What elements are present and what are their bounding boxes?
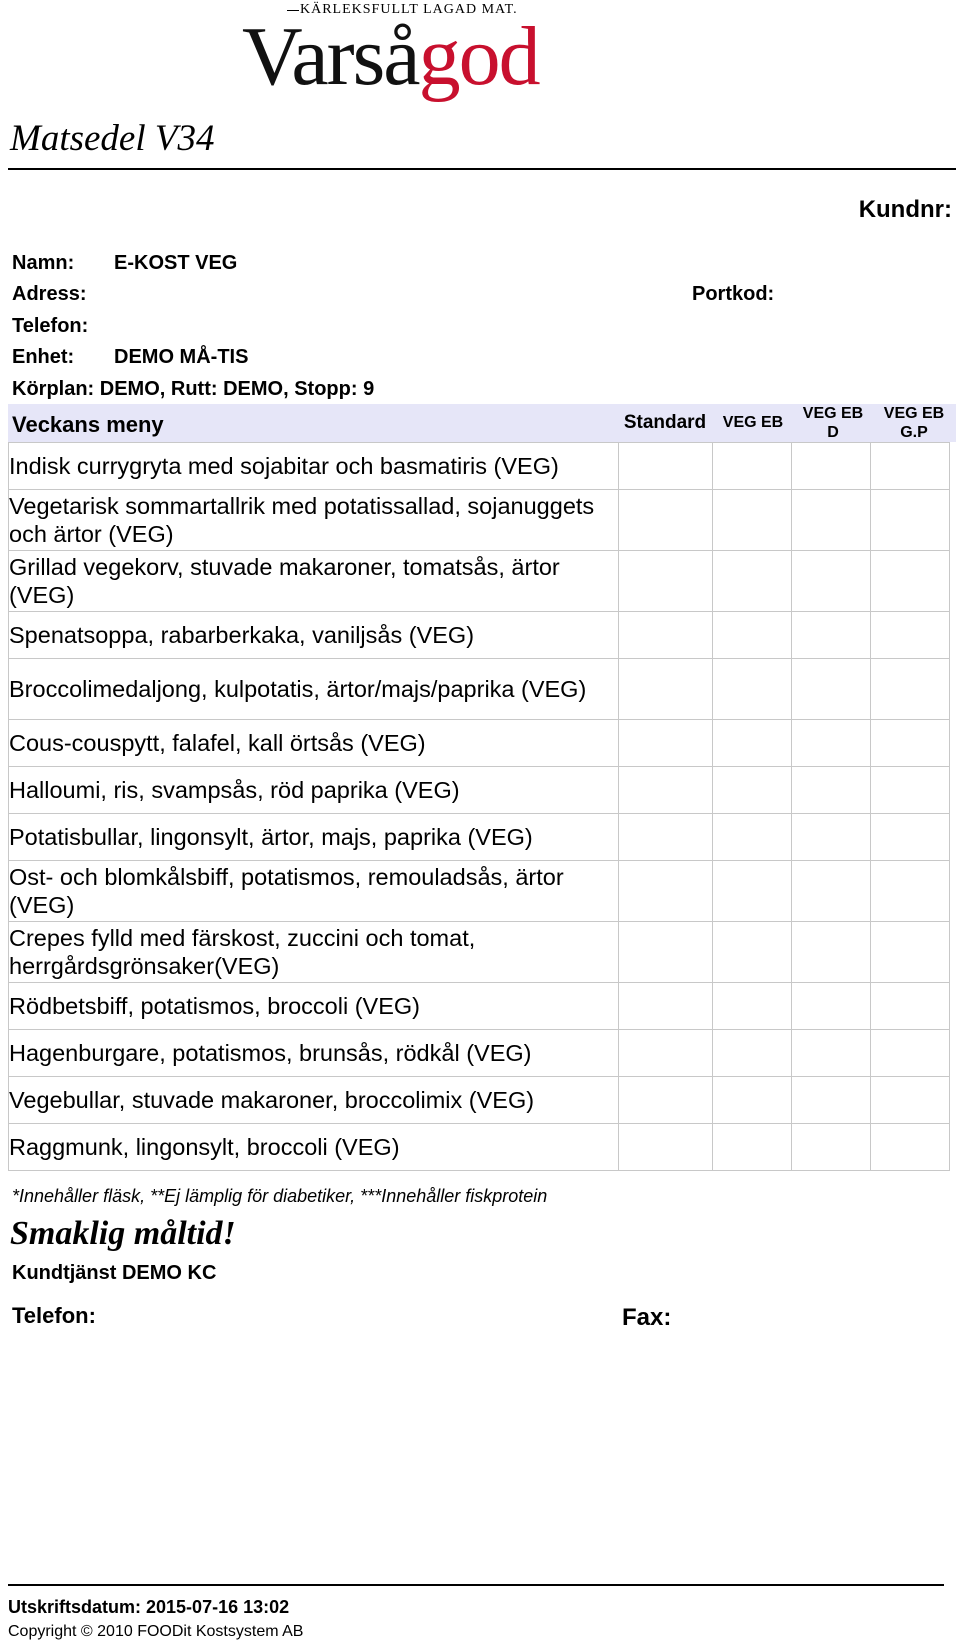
print-date: Utskriftsdatum: 2015-07-16 13:02 (8, 1597, 290, 1617)
order-checkbox-veg-eb-gp[interactable] (871, 861, 950, 922)
order-checkbox-standard[interactable] (619, 814, 713, 861)
order-checkbox-veg-eb[interactable] (713, 1077, 792, 1124)
order-checkbox-veg-eb-gp[interactable] (871, 659, 950, 720)
order-checkbox-standard[interactable] (619, 443, 713, 490)
order-checkbox-veg-eb-gp[interactable] (871, 983, 950, 1030)
order-checkbox-standard[interactable] (619, 1030, 713, 1077)
order-checkbox-standard[interactable] (619, 490, 713, 551)
order-checkbox-veg-eb-d[interactable] (792, 659, 871, 720)
menu-row (9, 659, 950, 720)
order-checkbox-veg-eb-d[interactable] (792, 720, 871, 767)
menu-row (9, 720, 950, 767)
order-checkbox-veg-eb-d[interactable] (792, 861, 871, 922)
order-checkbox-veg-eb-gp[interactable] (871, 922, 950, 983)
brand-logo (242, 12, 539, 102)
kundtjanst: Kundtjänst DEMO KC (12, 1262, 217, 1284)
page-title: Matsedel V34 (10, 118, 215, 159)
dish-name: Grillad vegekorv, stuvade makaroner, tomatsås, ärtor (VEG) (9, 551, 619, 612)
menu-row (9, 1077, 950, 1124)
order-checkbox-veg-eb[interactable] (713, 720, 792, 767)
menu-row (9, 767, 950, 814)
order-checkbox-veg-eb[interactable] (713, 551, 792, 612)
namn-label: Namn: (12, 252, 75, 274)
order-checkbox-standard[interactable] (619, 861, 713, 922)
order-checkbox-veg-eb-gp[interactable] (871, 612, 950, 659)
menu-row (9, 1030, 950, 1077)
order-checkbox-veg-eb-d[interactable] (792, 1124, 871, 1171)
menu-row (9, 922, 950, 983)
namn-value: E-KOST VEG (114, 252, 238, 274)
order-checkbox-veg-eb-gp[interactable] (871, 443, 950, 490)
menu-table (8, 442, 950, 1171)
order-checkbox-veg-eb-d[interactable] (792, 767, 871, 814)
menu-title: Veckans meny (12, 412, 164, 437)
order-checkbox-veg-eb[interactable] (713, 983, 792, 1030)
column-header-veg-eb-d: VEG EB D (802, 405, 864, 441)
order-checkbox-veg-eb[interactable] (713, 767, 792, 814)
order-checkbox-veg-eb-gp[interactable] (871, 767, 950, 814)
menu-row (9, 983, 950, 1030)
order-checkbox-veg-eb[interactable] (713, 443, 792, 490)
order-checkbox-veg-eb-d[interactable] (792, 612, 871, 659)
order-checkbox-veg-eb-d[interactable] (792, 983, 871, 1030)
order-checkbox-standard[interactable] (619, 551, 713, 612)
logo-tagline: KÄRLEKSFULLT LAGAD MAT. (300, 2, 518, 17)
order-checkbox-veg-eb-d[interactable] (792, 1077, 871, 1124)
korplan-info: Körplan: DEMO, Rutt: DEMO, Stopp: 9 (12, 378, 375, 400)
smaklig-maltid: Smaklig måltid! (10, 1215, 236, 1252)
menu-row (9, 814, 950, 861)
dish-name: Rödbetsbiff, potatismos, broccoli (VEG) (9, 983, 619, 1030)
order-checkbox-standard[interactable] (619, 922, 713, 983)
order-checkbox-standard[interactable] (619, 659, 713, 720)
order-checkbox-veg-eb-d[interactable] (792, 490, 871, 551)
order-checkbox-veg-eb[interactable] (713, 1030, 792, 1077)
dish-name: Broccolimedaljong, kulpotatis, ärtor/majs/paprika (VEG) (9, 659, 619, 720)
order-checkbox-veg-eb-d[interactable] (792, 814, 871, 861)
dish-name: Vegetarisk sommartallrik med potatissallad, sojanuggets och ärtor (VEG) (9, 490, 619, 551)
menu-row (9, 612, 950, 659)
fax-label: Fax: (622, 1304, 672, 1331)
order-checkbox-standard[interactable] (619, 612, 713, 659)
order-checkbox-veg-eb[interactable] (713, 814, 792, 861)
enhet-label: Enhet: (12, 346, 75, 368)
order-checkbox-veg-eb[interactable] (713, 1124, 792, 1171)
column-header-veg-eb: VEG EB (722, 414, 784, 431)
dish-name: Cous-couspytt, falafel, kall örtsås (VEG) (9, 720, 619, 767)
dish-name: Halloumi, ris, svampsås, röd paprika (VEG) (9, 767, 619, 814)
menu-row (9, 861, 950, 922)
order-checkbox-standard[interactable] (619, 1077, 713, 1124)
menu-row (9, 1124, 950, 1171)
order-checkbox-standard[interactable] (619, 720, 713, 767)
column-header-standard: Standard (623, 412, 707, 433)
order-checkbox-veg-eb-d[interactable] (792, 443, 871, 490)
copyright: Copyright © 2010 FOODit Kostsystem AB (8, 1623, 304, 1640)
dish-name: Potatisbullar, lingonsylt, ärtor, majs, paprika (VEG) (9, 814, 619, 861)
dish-name: Hagenburgare, potatismos, brunsås, rödkål (VEG) (9, 1030, 619, 1077)
order-checkbox-veg-eb[interactable] (713, 612, 792, 659)
menu-row (9, 490, 950, 551)
footnote: *Innehåller fläsk, **Ej lämplig för diabetiker, ***Innehåller fiskprotein (12, 1186, 548, 1206)
order-checkbox-veg-eb-gp[interactable] (871, 551, 950, 612)
order-checkbox-veg-eb[interactable] (713, 922, 792, 983)
order-checkbox-veg-eb[interactable] (713, 490, 792, 551)
order-checkbox-veg-eb-gp[interactable] (871, 490, 950, 551)
order-checkbox-veg-eb-d[interactable] (792, 1030, 871, 1077)
order-checkbox-veg-eb-gp[interactable] (871, 720, 950, 767)
brand-logo-part-1: Varså (242, 10, 419, 103)
order-checkbox-standard[interactable] (619, 767, 713, 814)
menu-row (9, 551, 950, 612)
dish-name: Ost- och blomkålsbiff, potatismos, remouladsås, ärtor (VEG) (9, 861, 619, 922)
order-checkbox-veg-eb[interactable] (713, 861, 792, 922)
bottom-divider (8, 1584, 944, 1586)
dish-name: Spenatsoppa, rabarberkaka, vaniljsås (VEG) (9, 612, 619, 659)
footer-telefon-label: Telefon: (12, 1303, 96, 1328)
order-checkbox-standard[interactable] (619, 1124, 713, 1171)
adress-label: Adress: (12, 283, 87, 305)
dish-name: Vegebullar, stuvade makaroner, broccolimix (VEG) (9, 1077, 619, 1124)
dish-name: Indisk currygryta med sojabitar och basmatiris (VEG) (9, 443, 619, 490)
dish-name: Raggmunk, lingonsylt, broccoli (VEG) (9, 1124, 619, 1171)
order-checkbox-veg-eb-d[interactable] (792, 551, 871, 612)
column-header-veg-eb-gp: VEG EB G.P (883, 405, 945, 441)
order-checkbox-veg-eb-gp[interactable] (871, 1030, 950, 1077)
telefon-label: Telefon: (12, 315, 89, 337)
order-checkbox-veg-eb-gp[interactable] (871, 1124, 950, 1171)
order-checkbox-standard[interactable] (619, 983, 713, 1030)
order-checkbox-veg-eb[interactable] (713, 659, 792, 720)
title-divider (8, 168, 956, 170)
dish-name: Crepes fylld med färskost, zuccini och tomat, herrgårdsgrönsaker(VEG) (9, 922, 619, 983)
brand-logo-part-2: god (418, 10, 539, 103)
order-checkbox-veg-eb-d[interactable] (792, 922, 871, 983)
kundnr-label: Kundnr: (858, 196, 952, 223)
order-checkbox-veg-eb-gp[interactable] (871, 1077, 950, 1124)
order-checkbox-veg-eb-gp[interactable] (871, 814, 950, 861)
portkod-label: Portkod: (692, 283, 775, 305)
menu-row (9, 443, 950, 490)
enhet-value: DEMO MÅ-TIS (114, 346, 249, 368)
